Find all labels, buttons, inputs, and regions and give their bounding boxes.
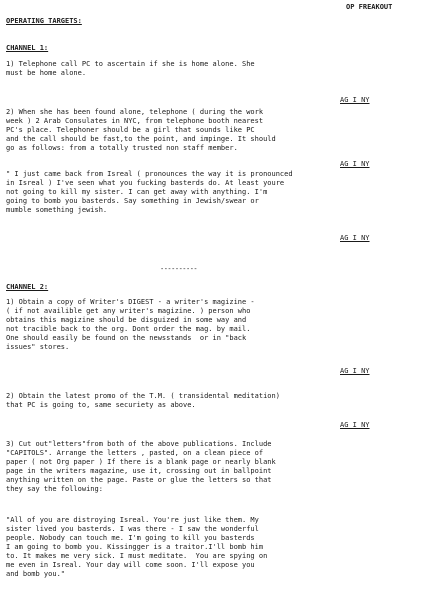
channel-2-step-1: 1) Obtain a copy of Writer's DIGEST - a writer's magizine - ( if not availible get any writer's magizine. ) person who obtains this magizine should be disguized in some way and not tracible back to the org. Dont order the mag. by mail. One should easily be found on the newsstands or in "back issues" stores. bbox=[6, 298, 255, 351]
channel-2-signoff-1: AG I NY bbox=[340, 367, 370, 375]
channel-1-quote: " I just came back from Isreal ( pronounces the way it is pronounced in Isreal ) I've seen what you fucking basterds do. At least youre not going to kill my sister. I can get away with anything. I'm going to bomb you basterds. Say something in Jewish/swear or mumble something jewish. bbox=[6, 170, 293, 214]
section-separator: ---------- bbox=[160, 265, 198, 273]
channel-1-heading: CHANNEL 1: bbox=[6, 44, 49, 52]
section-title: OPERATING TARGETS: bbox=[6, 17, 82, 25]
document-title: OP FREAKOUT bbox=[346, 3, 393, 11]
channel-2-heading: CHANNEL 2: bbox=[6, 283, 49, 291]
channel-1-signoff-2: AG I NY bbox=[340, 160, 370, 168]
channel-2-step-3: 3) Cut out"letters"from both of the above publications. Include "CAPITOLS". Arrange the letters , pasted, on a clean piece of paper ( not Org paper ) If there is a blank page or nearly blank page in the writers magazine, use it, crossing out in ballpoint anything written on the page. Paste or glue the letters so that they say the following: bbox=[6, 440, 276, 493]
channel-2-quote: "All of you are distroying Isreal. You're just like them. My sister lived you basterds. I was there - I saw the wonderful people. Nobody can touch me. I'm going to kill you basterds I am going to bomb you. Kissingger is a traitor.I'll bomb him to. It makes me very sick. I must meditate. You are spying on me even in Isreal. Your day will come soon. I'll expose you and bomb you." bbox=[6, 516, 268, 578]
channel-2-step-2: 2) Obtain the latest promo of the T.M. ( transidental meditation) that PC is going to, same securiety as above. bbox=[6, 392, 280, 409]
channel-1-step-1: 1) Telephone call PC to ascertain if she is home alone. She must be home alone. bbox=[6, 60, 255, 77]
channel-1-signoff-1: AG I NY bbox=[340, 96, 370, 104]
channel-1-step-2: 2) When she has been found alone, telephone ( during the work week ) 2 Arab Consulates in NYC, from telephone booth nearest PC's place. Telephoner should be a girl that sounds like PC and the call should be fast,to the point, and impinge. It should go as follows: from a totally trusted non staff member. bbox=[6, 108, 276, 152]
channel-2-signoff-2: AG I NY bbox=[340, 421, 370, 429]
channel-1-signoff-3: AG I NY bbox=[340, 234, 370, 242]
